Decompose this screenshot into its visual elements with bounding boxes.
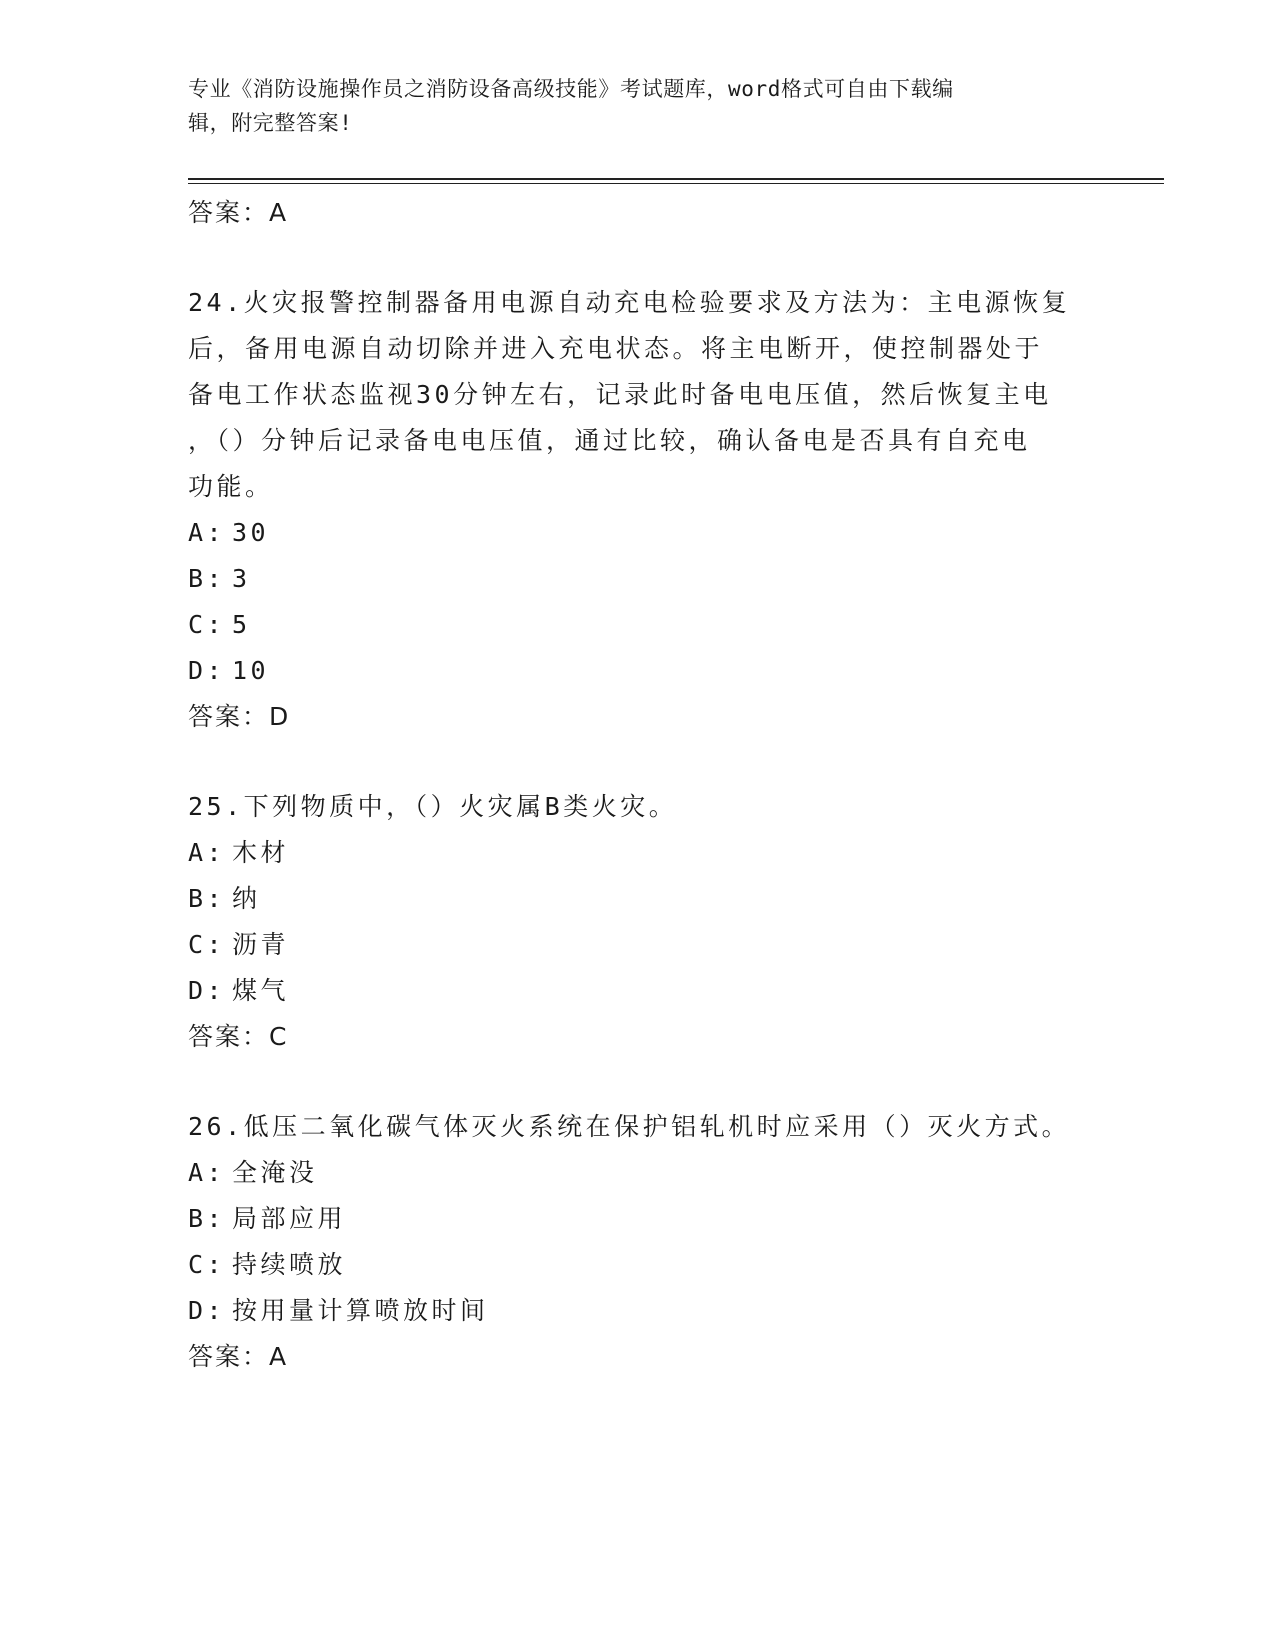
option-key: D:: [188, 1296, 226, 1325]
header-line-2: 辑，附完整答案!: [188, 111, 353, 135]
option-value: 持续喷放: [232, 1250, 347, 1279]
document-header: [188, 72, 1088, 140]
header-divider: [188, 178, 1164, 184]
option-key: D:: [188, 656, 226, 685]
option-value: 30: [232, 518, 270, 547]
option-value: 局部应用: [232, 1204, 347, 1233]
option-b: [188, 556, 1088, 602]
option-key: D:: [188, 976, 226, 1005]
option-b: [188, 1196, 1088, 1242]
answer-line: 答案：D: [188, 702, 291, 731]
question-text: [188, 1104, 1088, 1150]
option-value: 全淹没: [232, 1158, 318, 1187]
option-a: [188, 1150, 1088, 1196]
answer-line: 答案：C: [188, 1022, 289, 1051]
question-item: [188, 1104, 1088, 1380]
option-c: [188, 602, 1088, 648]
option-value: 5: [232, 610, 251, 639]
question-text-line: 功能。: [188, 472, 274, 501]
header-line-1: 专业《消防设施操作员之消防设备高级技能》考试题库，word格式可自由下载编: [188, 77, 954, 101]
option-a: [188, 510, 1088, 556]
option-value: 木材: [232, 838, 290, 867]
option-value: 煤气: [232, 976, 290, 1005]
option-key: B:: [188, 1204, 226, 1233]
answer-line: 答案：A: [188, 1342, 289, 1371]
option-value: 纳: [232, 884, 261, 913]
option-c: [188, 922, 1088, 968]
question-item: [188, 280, 1088, 740]
question-text-line: 备电工作状态监视30分钟左右，记录此时备电电压值，然后恢复主电: [188, 380, 1052, 409]
question-text-line: 25.下列物质中，（）火灾属B类火灾。: [188, 792, 678, 821]
question-text: [188, 280, 1088, 510]
answer-line: 答案：A: [188, 198, 289, 227]
option-d: [188, 968, 1088, 1014]
option-value: 10: [232, 656, 270, 685]
question-list: [188, 190, 1088, 1380]
option-key: A:: [188, 1158, 226, 1187]
question-text: [188, 784, 1088, 830]
option-value: 3: [232, 564, 251, 593]
option-value: 沥青: [232, 930, 290, 959]
question-text-line: ，（）分钟后记录备电电压值，通过比较，确认备电是否具有自充电: [188, 426, 1031, 455]
question-text-line: 24.火灾报警控制器备用电源自动充电检验要求及方法为：主电源恢复: [188, 288, 1071, 317]
option-key: C:: [188, 610, 226, 639]
option-c: [188, 1242, 1088, 1288]
option-key: B:: [188, 564, 226, 593]
option-d: [188, 648, 1088, 694]
option-value: 按用量计算喷放时间: [232, 1296, 489, 1325]
option-key: A:: [188, 838, 226, 867]
option-key: A:: [188, 518, 226, 547]
option-key: B:: [188, 884, 226, 913]
option-key: C:: [188, 930, 226, 959]
question-text-line: 后，备用电源自动切除并进入充电状态。将主电断开，使控制器处于: [188, 334, 1044, 363]
question-item: [188, 784, 1088, 1060]
option-a: [188, 830, 1088, 876]
option-b: [188, 876, 1088, 922]
option-key: C:: [188, 1250, 226, 1279]
question-text-line: 26.低压二氧化碳气体灭火系统在保护铝轧机时应采用（）灭火方式。: [188, 1112, 1071, 1141]
option-d: [188, 1288, 1088, 1334]
